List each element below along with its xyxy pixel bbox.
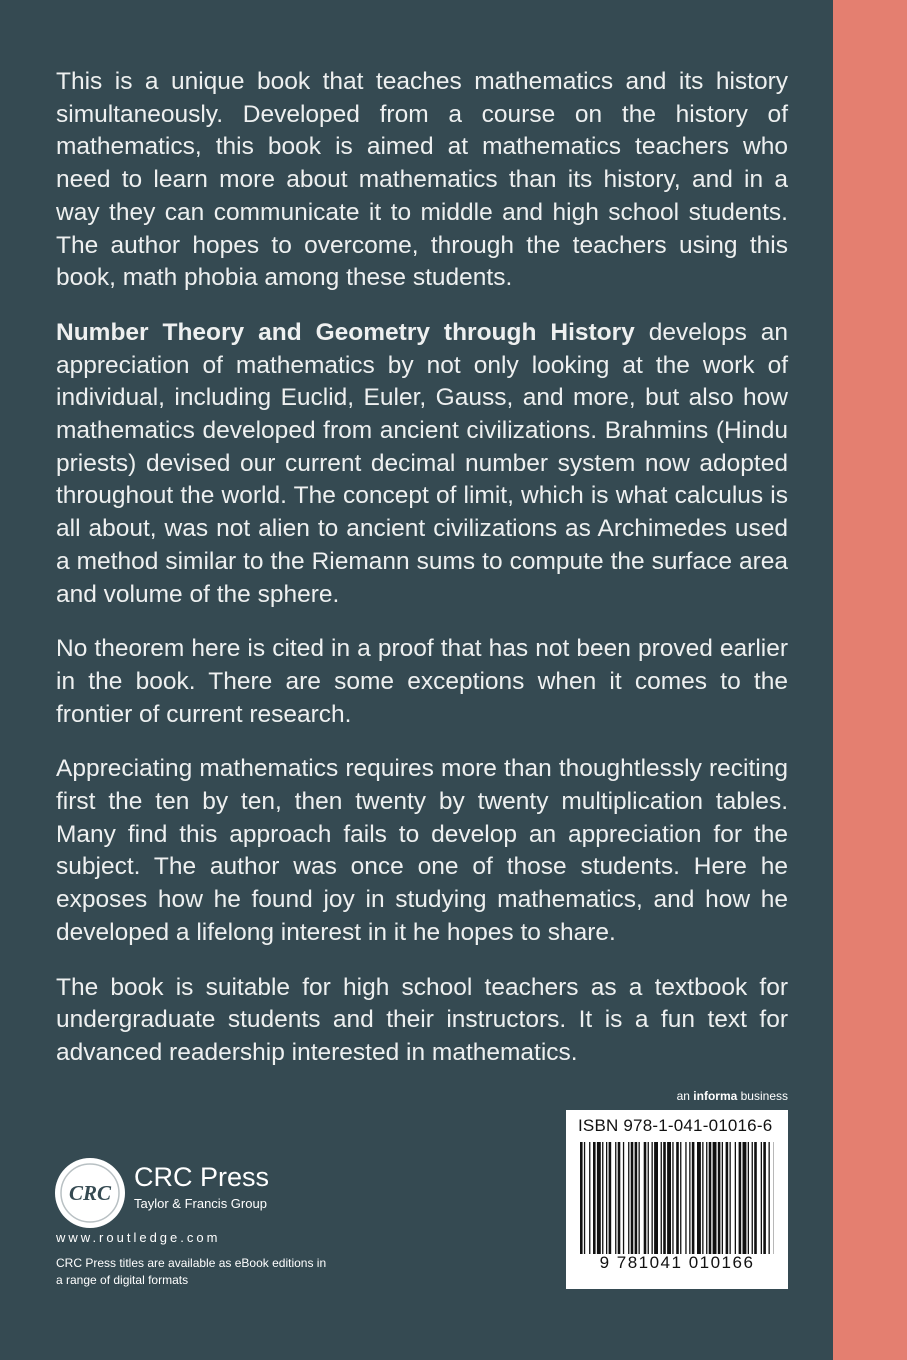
barcode-bar: [743, 1142, 747, 1254]
spine-stripe: [833, 0, 907, 1360]
barcode-bar: [769, 1142, 770, 1254]
barcode-bar: [648, 1142, 649, 1254]
barcode-bar: [593, 1142, 596, 1254]
barcode-bar: [580, 1142, 583, 1254]
barcode-bar: [615, 1142, 616, 1254]
barcode-bar: [752, 1142, 753, 1254]
barcode-bar: [761, 1142, 762, 1254]
blurb-paragraph-2: [56, 317, 788, 611]
barcode-bar: [589, 1142, 590, 1254]
barcode-bar: [623, 1142, 624, 1254]
blurb-paragraph-3: No theorem here is cited in a proof that has not been proved earlier in the book. There are some exceptions when it comes to the frontier of current research.: [56, 635, 788, 728]
back-cover-blurb: [56, 66, 788, 1092]
barcode-bar: [713, 1142, 717, 1254]
ebook-note: CRC Press titles are available as eBook editions in a range of digital formats: [56, 1256, 327, 1287]
barcode-bar: [639, 1142, 640, 1254]
barcode-bar: [654, 1142, 658, 1254]
barcode-bar: [709, 1142, 712, 1254]
barcode-bar: [609, 1142, 612, 1254]
barcode-bar: [676, 1142, 679, 1254]
barcode-bar: [754, 1142, 757, 1254]
barcode-bar: [631, 1142, 634, 1254]
publisher-name: CRC Press: [134, 1162, 270, 1192]
barcode-bar: [602, 1142, 603, 1254]
isbn-barcode: [566, 1110, 788, 1289]
blurb-paragraph-5: The book is suitable for high school teachers as a textbook for undergraduate students and their instructors. It is a fun text for advanced readership interested in mathematics.: [56, 973, 788, 1066]
publisher-url: www.routledge.com: [56, 1230, 221, 1245]
blurb-paragraph-2-text: develops an appreciation of mathematics by not only looking at the work of individual, including Euclid, Euler, Gauss, and more, but also how mathematics developed from ancient civilizations. Brahmins (Hindu priests) devised our current decimal number system now adopted throughout the world. The concept of limit, which is what calculus is all about, was not alien to ancient civilizations as Archimedes used a method similar to the Riemann sums to compute the surface area and volume of the sphere.: [56, 318, 789, 608]
barcode-bar: [739, 1142, 742, 1254]
barcode-bar: [644, 1142, 647, 1254]
barcode-bar: [697, 1142, 701, 1254]
barcode-bar: [606, 1142, 607, 1254]
barcode-bar: [722, 1142, 723, 1254]
informa-tagline: an informa business: [676, 1089, 788, 1103]
barcode-bar: [718, 1142, 721, 1254]
barcode-bar: [748, 1142, 749, 1254]
crc-logo-text: CRC: [68, 1181, 112, 1205]
barcode-bar: [661, 1142, 662, 1254]
publisher-group: Taylor & Francis Group: [134, 1196, 267, 1211]
barcode-bar: [635, 1142, 638, 1254]
barcode-bar: [763, 1142, 766, 1254]
barcode-bar: [672, 1142, 673, 1254]
barcode-bar: [652, 1142, 653, 1254]
barcode-bar: [735, 1142, 736, 1254]
barcode-bar: [680, 1142, 681, 1254]
barcode-bar: [584, 1142, 585, 1254]
barcode-bar: [730, 1142, 731, 1254]
book-title: Number Theory and Geometry through History: [56, 318, 635, 346]
barcode-bar: [692, 1142, 695, 1254]
crc-logo-icon: [53, 1156, 127, 1230]
barcode-bar: [663, 1142, 666, 1254]
barcode-bar: [689, 1142, 690, 1254]
informa-brand: informa: [693, 1089, 738, 1103]
blurb-paragraph-4: Appreciating mathematics requires more than thoughtlessly reciting first the ten by ten, then twenty by twenty multiplication tables. Many find this approach fails to develop an appreciation for the subject. The author was once one of those students. Here he exposes how he found joy in studying mathematics, and how he developed a lifelong interest in it he hopes to share.: [56, 755, 788, 946]
barcode-bar: [628, 1142, 629, 1254]
barcode-bar: [618, 1142, 621, 1254]
barcode-bar: [685, 1142, 686, 1254]
barcode-bar: [667, 1142, 671, 1254]
barcode-bar: [726, 1142, 729, 1254]
barcode-bar: [706, 1142, 707, 1254]
blurb-paragraph-1: This is a unique book that teaches mathematics and its history simultaneously. Developed from a course on the history of mathematics, this book is aimed at mathematics teachers who need to learn more about mathematics than its history, and in a way they can communicate it to middle and high school students. The author hopes to overcome, through the teachers using this book, math phobia among these students.: [56, 68, 788, 292]
isbn-label: ISBN 978-1-041-01016-6: [578, 1116, 773, 1135]
barcode-bar: [597, 1142, 601, 1254]
barcode-bars: [580, 1142, 774, 1254]
barcode-digits: 9 781041 010166: [599, 1253, 755, 1272]
barcode-bar: [702, 1142, 703, 1254]
